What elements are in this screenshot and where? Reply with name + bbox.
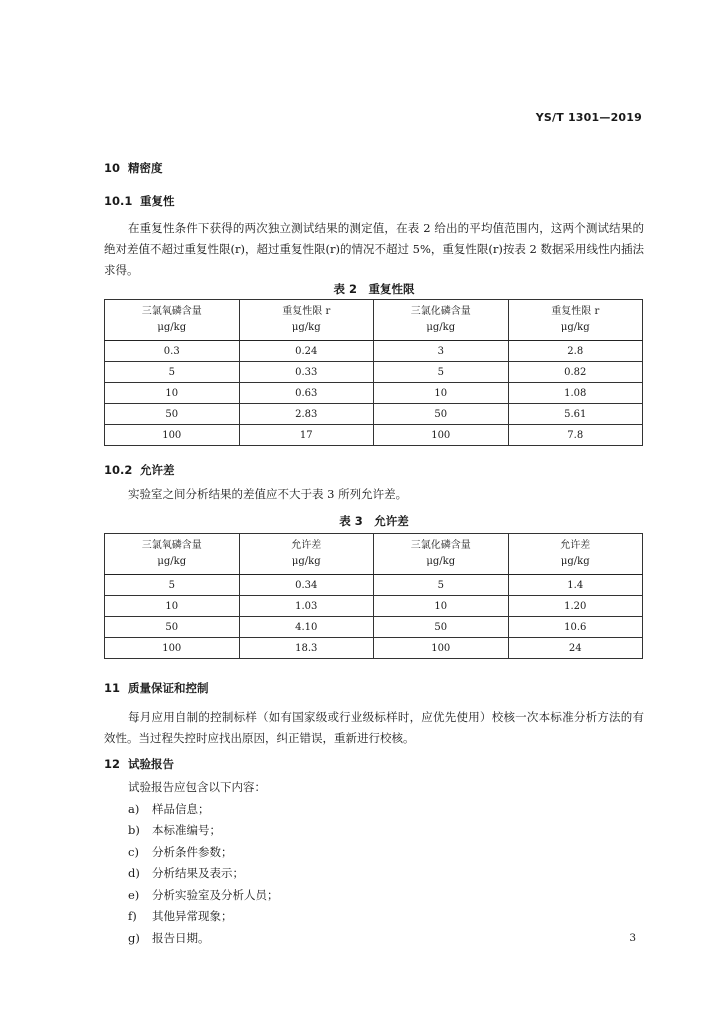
table-cell: 7.8 (508, 425, 643, 446)
tolerance-paragraph: 实验室之间分析结果的差值应不大于表 3 所列允许差。 (128, 487, 408, 501)
section-number: 10.2 (104, 463, 133, 477)
table-2-repeatability (104, 299, 643, 446)
table-cell: 100 (374, 638, 509, 659)
table-header-cell: 重复性限 r μg/kg (508, 300, 643, 341)
table-cell: 5.61 (508, 404, 643, 425)
table-header-cell: 允许差 μg/kg (508, 534, 643, 575)
table-cell: 10 (374, 383, 509, 404)
section-number: 10 (104, 161, 121, 175)
table-row (105, 362, 643, 383)
table-cell: 100 (105, 638, 240, 659)
section-title: 精密度 (128, 161, 163, 175)
table-cell: 0.34 (239, 575, 374, 596)
section-title: 质量保证和控制 (128, 681, 209, 695)
table-cell: 100 (105, 425, 240, 446)
list-item: c) 分析条件参数； (128, 844, 233, 859)
table-header-cell: 重复性限 r μg/kg (239, 300, 374, 341)
table-3-tolerance (104, 533, 643, 659)
table-cell: 2.83 (239, 404, 374, 425)
list-intro: 试验报告应包含以下内容： (128, 780, 266, 794)
table-cell: 2.8 (508, 341, 643, 362)
table-cell: 3 (374, 341, 509, 362)
list-item: f) 其他异常现象； (128, 909, 233, 923)
table-row (105, 575, 643, 596)
page-number: 3 (629, 932, 636, 944)
table-cell: 0.33 (239, 362, 374, 383)
table-row (105, 638, 643, 659)
table-cell: 10 (374, 596, 509, 617)
repeatability-paragraph: 在重复性条件下获得的两次独立测试结果的测定值，在表 2 给出的平均值范围内，这两个测试结果的绝对差值不超过重复性限(r)，超过重复性限(r)的情况不超过 5%，重复性限(r)按表 2 数据采用线性内插法求得。 (104, 221, 644, 277)
table-cell: 5 (105, 362, 240, 383)
table-cell: 0.24 (239, 341, 374, 362)
section-10-1-heading (104, 193, 175, 209)
table-cell: 0.82 (508, 362, 643, 383)
section-title: 允许差 (140, 463, 175, 477)
table-row (105, 596, 643, 617)
table-2-caption: 表 2 重复性限 (333, 282, 415, 296)
list-item: d) 分析结果及表示； (128, 866, 244, 880)
table-cell: 4.10 (239, 617, 374, 638)
section-title: 重复性 (140, 194, 175, 208)
table-cell: 5 (374, 575, 509, 596)
list-item: g) 报告日期。 (128, 930, 210, 945)
quality-control-paragraph: 每月应用自制的控制标样（如有国家级或行业级标样时，应优先使用）校核一次本标准分析方法的有效性。当过程失控时应找出原因，纠正错误，重新进行校核。 (104, 710, 644, 745)
table-cell: 50 (374, 617, 509, 638)
section-number: 11 (104, 681, 121, 695)
table-cell: 1.08 (508, 383, 643, 404)
report-contents-list (104, 777, 279, 949)
standard-number-header: YS/T 1301—2019 (535, 111, 642, 124)
table-cell: 50 (105, 404, 240, 425)
section-title: 试验报告 (128, 757, 174, 771)
table-row (105, 617, 643, 638)
table-cell: 1.4 (508, 575, 643, 596)
table-header-cell: 三氯氧磷含量 μg/kg (105, 300, 240, 341)
table-header-cell: 三氯化磷含量 μg/kg (374, 300, 509, 341)
list-item: e) 分析实验室及分析人员； (128, 887, 279, 902)
table-cell: 1.03 (239, 596, 374, 617)
section-number: 12 (104, 757, 121, 771)
table-3-caption: 表 3 允许差 (339, 514, 409, 528)
section-number: 10.1 (104, 194, 133, 208)
table-cell: 24 (508, 638, 643, 659)
table-row (105, 404, 643, 425)
table-cell: 0.3 (105, 341, 240, 362)
section-12-heading (104, 756, 174, 772)
table-cell: 50 (374, 404, 509, 425)
section-10-heading (104, 160, 163, 176)
table-cell: 18.3 (239, 638, 374, 659)
table-cell: 5 (374, 362, 509, 383)
list-item: b) 本标准编号； (128, 823, 221, 837)
section-11-heading (104, 680, 209, 696)
table-cell: 10 (105, 383, 240, 404)
table-cell: 10.6 (508, 617, 643, 638)
table-row (105, 341, 643, 362)
table-cell: 17 (239, 425, 374, 446)
table-cell: 10 (105, 596, 240, 617)
table-cell: 1.20 (508, 596, 643, 617)
table-cell: 5 (105, 575, 240, 596)
list-item: a) 样品信息； (128, 801, 210, 816)
table-header-cell: 允许差 μg/kg (239, 534, 374, 575)
table-cell: 100 (374, 425, 509, 446)
table-row (105, 425, 643, 446)
table-header-cell: 三氯氧磷含量 μg/kg (105, 534, 240, 575)
table-row (105, 383, 643, 404)
table-cell: 50 (105, 617, 240, 638)
section-10-2-heading (104, 462, 175, 478)
table-header-cell: 三氯化磷含量 μg/kg (374, 534, 509, 575)
table-cell: 0.63 (239, 383, 374, 404)
